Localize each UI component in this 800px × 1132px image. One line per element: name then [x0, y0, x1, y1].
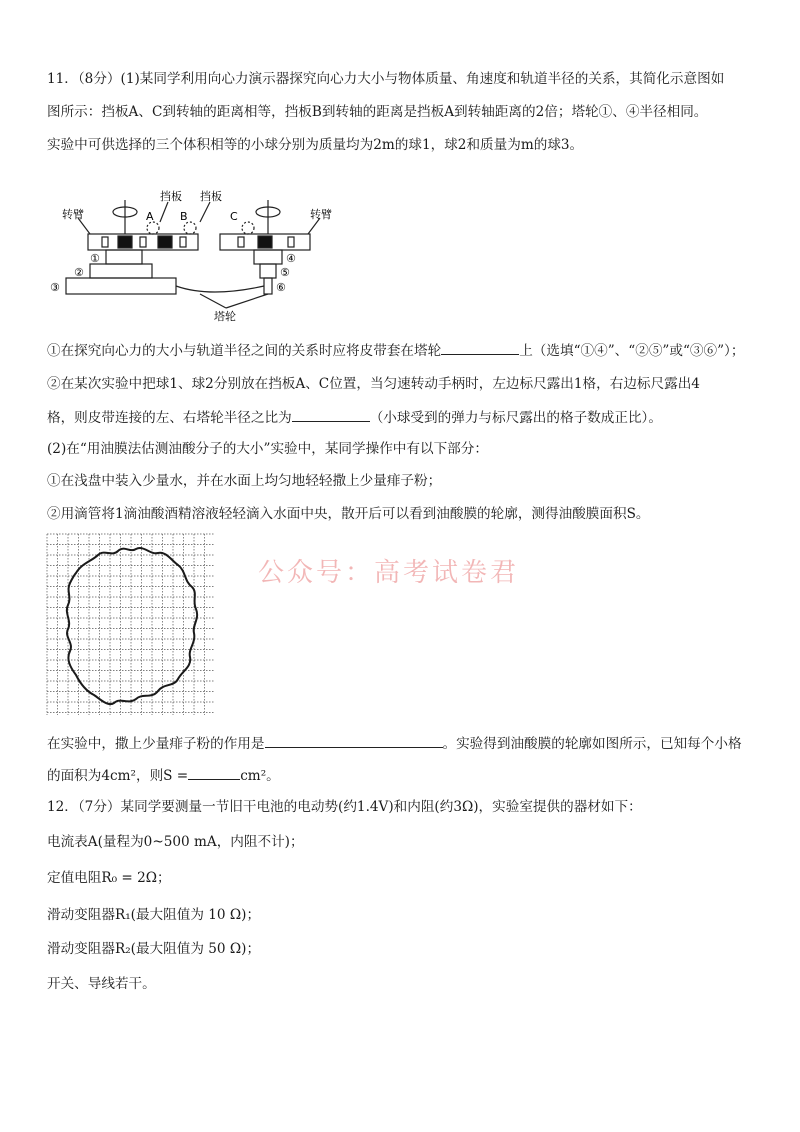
q11-part2-step2: ②用滴管将1滴油酸酒精溶液轻轻滴入水面中央，散开后可以看到油酸膜的轮廓，测得油酸膜面积S。	[47, 506, 650, 522]
tower-wheel-label: 塔轮	[214, 310, 236, 323]
answer-blank-radius-ratio[interactable]	[292, 407, 370, 422]
q11-sub1-b-pre: 格，则皮带连接的左、右塔轮半径之比为	[47, 410, 292, 426]
centripetal-apparatus-diagram	[40, 188, 360, 328]
q11-intro-line2: 图所示：挡板A、C到转轴的距离相等，挡板B到转轴的距离是挡板A到转轴距离的2倍；塔轮①、④半径相同。	[47, 104, 708, 120]
q11-sub1-b-post: （小球受到的弹力与标尺露出的格子数成正比）。	[369, 410, 662, 426]
q11-area-pre: 的面积为4cm²，则S =	[47, 768, 189, 784]
baffle-b-label: B	[180, 210, 188, 223]
q11-intro-line1: 11．（8分）(1)某同学利用向心力演示器探究向心力大小与物体质量、角速度和轨道半径的关系，其简化示意图如	[47, 71, 725, 87]
wheel-1-label: ①	[90, 252, 100, 265]
q11-powder-question	[47, 733, 742, 753]
baffle-label-1: 挡板	[160, 190, 182, 203]
q11-part2-step1: ①在浅盘中装入少量水，并在水面上均匀地轻轻撒上少量痱子粉；	[47, 473, 442, 489]
wheel-4-label: ④	[286, 252, 296, 265]
q12-intro: 12．（7分）某同学要测量一节旧干电池的电动势(约1.4V)和内阻(约3Ω)，实验室提供的器材如下：	[47, 799, 642, 815]
q12-item-rheostat-r2: 滑动变阻器R₂(最大阻值为 50 Ω)；	[47, 941, 261, 957]
wheel-6-label: ⑥	[276, 281, 286, 294]
left-arm-label: 转臂	[62, 208, 84, 221]
q11-area-unit: cm²。	[240, 768, 280, 784]
baffle-label-2: 挡板	[200, 190, 222, 203]
wheel-3-label: ③	[50, 281, 60, 294]
q11-area-question	[47, 765, 280, 785]
watermark: 公众号：高考试卷君	[258, 558, 520, 588]
q11-intro-line3: 实验中可供选择的三个体积相等的小球分别为质量均为2m的球1，球2和质量为m的球3。	[47, 137, 584, 153]
q11-powder-pre: 在实验中，撒上少量痱子粉的作用是	[47, 736, 265, 752]
right-arm-label: 转臂	[310, 208, 332, 221]
q11-sub1-b-line1: ②在某次实验中把球1、球2分别放在挡板A、C位置，当匀速转动手柄时，左边标尺露出1格，右边标尺露出4	[47, 376, 700, 392]
baffle-c-label: C	[230, 210, 238, 223]
answer-blank-powder-purpose[interactable]	[265, 733, 443, 748]
q11-sub1-a-pre: ①在探究向心力的大小与轨道半径之间的关系时应将皮带套在塔轮	[47, 343, 442, 359]
wheel-5-label: ⑤	[280, 266, 290, 279]
q11-sub1-b-line2	[47, 407, 662, 427]
wheel-2-label: ②	[74, 266, 84, 279]
answer-blank-area[interactable]	[188, 765, 240, 780]
oil-film-grid-figure	[46, 533, 216, 717]
answer-blank-tower-wheel[interactable]	[441, 340, 519, 355]
baffle-a-label: A	[146, 210, 154, 223]
q11-powder-post: 。实验得到油酸膜的轮廓如图所示，已知每个小格	[442, 736, 742, 752]
q12-item-fixed-resistor: 定值电阻R₀ = 2Ω；	[47, 870, 171, 886]
q11-part2-title: (2)在“用油膜法估测油酸分子的大小”实验中，某同学操作中有以下部分：	[47, 441, 488, 457]
q12-item-switch-wires: 开关、导线若干。	[47, 976, 156, 992]
q12-item-ammeter: 电流表A(量程为0~500 mA，内阻不计)；	[47, 834, 304, 850]
q12-item-rheostat-r1: 滑动变阻器R₁(最大阻值为 10 Ω)；	[47, 907, 261, 923]
q11-sub1-a-post: 上（选填“①④”、“②⑤”或“③⑥”）；	[519, 343, 745, 359]
q11-sub1-a	[47, 340, 744, 360]
